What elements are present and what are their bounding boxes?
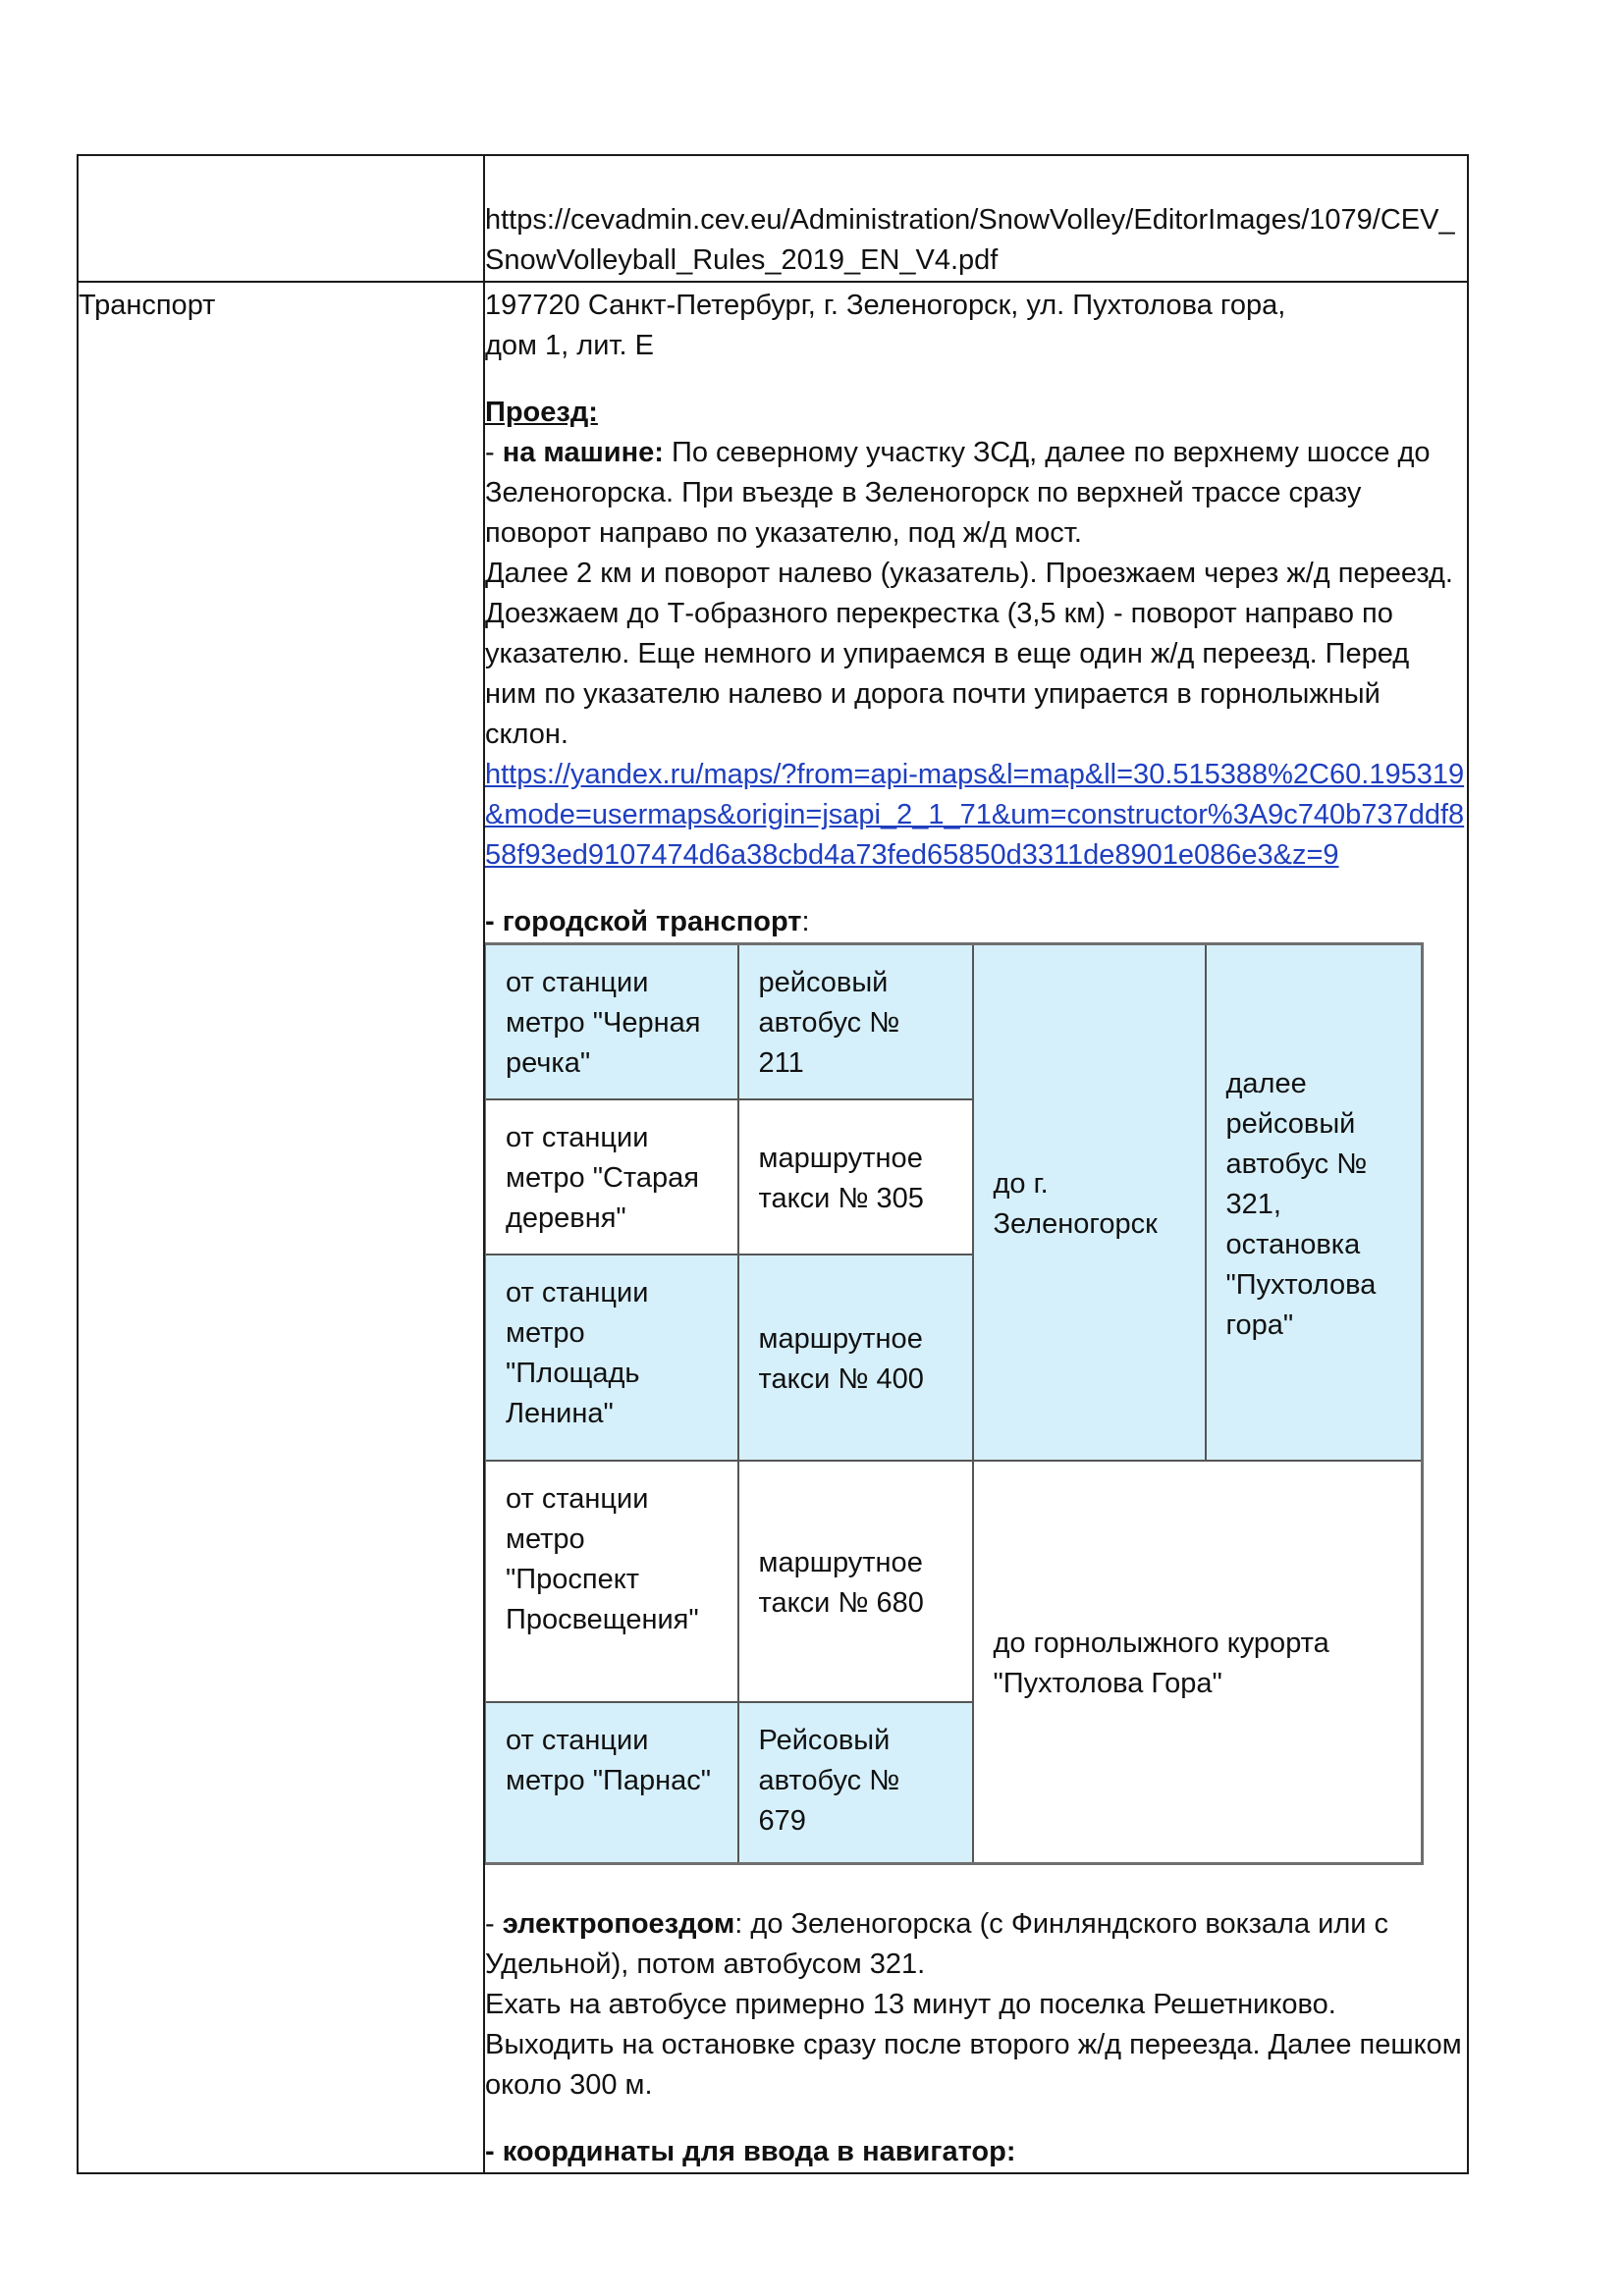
transport-content-cell	[484, 282, 1468, 2173]
route-row	[485, 1461, 1423, 1702]
route-from-cell: от станции метро "Старая деревня"	[485, 1099, 738, 1255]
rules-url-text: https://cevadmin.cev.eu/Administration/SnowVolley/EditorImages/1079/CEV_SnowVolleyball_Rules_2019_EN_V4.pdf	[485, 204, 1455, 276]
transport-label-cell	[78, 282, 484, 2173]
empty-label-cell	[78, 155, 484, 282]
train-text-continued: Ехать на автобусе примерно 13 минут до поселка Решетниково. Выходить на остановке сразу после второго ж/д переезда. Далее пешком около 300 м.	[485, 1989, 1462, 2101]
car-label: на машине:	[502, 437, 664, 468]
address-line-2: дом 1, лит. Е	[485, 330, 654, 361]
to-zelenogorsk-cell: до г. Зеленогорск	[973, 944, 1206, 1462]
train-directions: - электропоездом: до Зеленогорска (с Финляндского вокзала или с Удельной), потом автобусом 321.	[485, 1908, 1389, 1980]
url-row	[78, 155, 1468, 282]
route-from-cell: от станции метро "Парнас"	[485, 1702, 738, 1864]
document-table	[77, 154, 1469, 2174]
route-from-cell: от станции метро "Проспект Просвещения"	[485, 1461, 738, 1702]
car-text: По северному участку ЗСД, далее по верхнему шоссе до Зеленогорска. При въезде в Зеленогорск по верхней трассе сразу поворот направо по указателю, под ж/д мост.	[485, 437, 1431, 549]
address-line-1: 197720 Санкт-Петербург, г. Зеленогорск, ул. Пухтолова гора,	[485, 290, 1286, 321]
yandex-map-link[interactable]: https://yandex.ru/maps/?from=api-maps&l=map&ll=30.515388%2C60.195319&mode=usermaps&origin=jsapi_2_1_71&um=constructor%3A9c740b737ddf858f93ed9107474d6a38cbd4a73fed65850d3311de8901e086e3&z=9	[485, 759, 1465, 871]
transport-row	[78, 282, 1468, 2173]
route-by-cell: маршрутное такси № 680	[738, 1461, 973, 1702]
route-by-cell: Рейсовый автобус № 679	[738, 1702, 973, 1864]
route-by-cell: маршрутное такси № 305	[738, 1099, 973, 1255]
train-label: электропоездом	[502, 1908, 735, 1940]
then-bus-cell: далее рейсовый автобус № 321, остановка "Пухтолова гора"	[1206, 944, 1423, 1462]
directions-heading: Проезд:	[485, 397, 598, 428]
rules-url-cell	[484, 155, 1468, 282]
car-directions: - на машине: По северному участку ЗСД, далее по верхнему шоссе до Зеленогорска. При въезде в Зеленогорск по верхней трассе сразу поворот направо по указателю, под ж/д мост.	[485, 437, 1431, 549]
route-by-cell: рейсовый автобус № 211	[738, 944, 973, 1100]
route-by-cell: маршрутное такси № 400	[738, 1255, 973, 1461]
coords-label: - координаты для ввода в навигатор:	[485, 2136, 1016, 2167]
car-text-continued: Далее 2 км и поворот налево (указатель). Проезжаем через ж/д переезд. Доезжаем до Т-образного перекрестка (3,5 км) - поворот направо по указателю. Еще немного и упираемся в еще один ж/д переезд. Перед ним по указателю налево и дорога почти упирается в горнолыжный склон.	[485, 558, 1453, 750]
route-row	[485, 944, 1423, 1100]
train-text: : до Зеленогорска (с Финляндского вокзала или с Удельной), потом автобусом 321.	[485, 1908, 1389, 1980]
city-transport-heading: - городской транспорт:	[485, 906, 810, 937]
transport-label: Транспорт	[79, 290, 216, 321]
route-from-cell: от станции метро "Черная речка"	[485, 944, 738, 1100]
route-from-cell: от станции метро "Площадь Ленина"	[485, 1255, 738, 1461]
routes-table	[483, 942, 1424, 1865]
to-resort-cell: до горнолыжного курорта "Пухтолова Гора"	[973, 1461, 1423, 1864]
